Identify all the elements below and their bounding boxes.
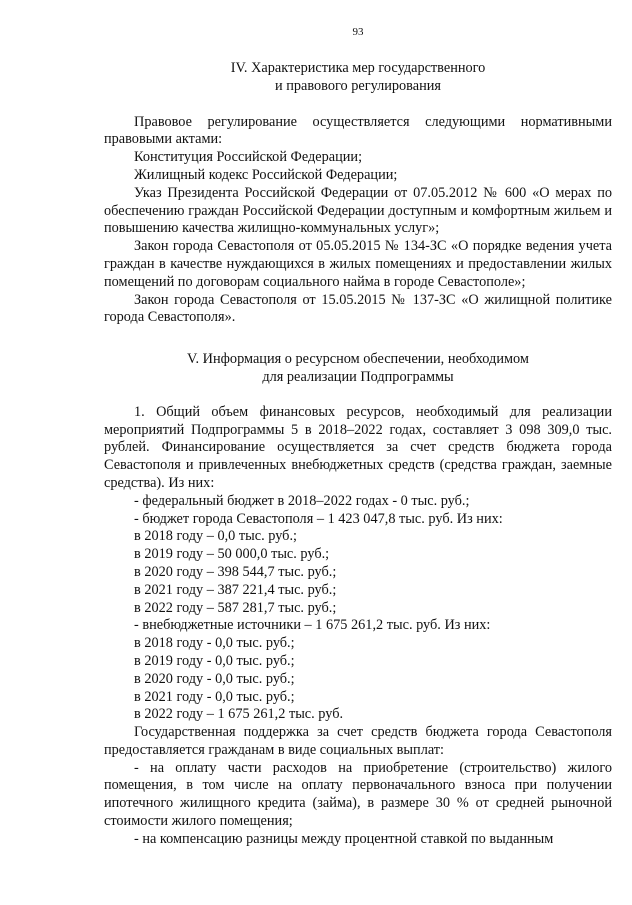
- offbudget-year-2021: в 2021 году - 0,0 тыс. руб.;: [134, 688, 295, 705]
- section-5-heading-line1: V. Информация о ресурсном обеспечении, необходимом: [187, 351, 529, 368]
- city-year-2021: в 2021 году – 387 221,4 тыс. руб.;: [134, 581, 337, 598]
- support-item-purchase: - на оплату части расходов на приобретение (строительство) жилого помещения, в том числе на оплату первоначального взноса при получении ипотечного жилищного кредита (займа), в размере 30 % от средней рыночной стоимости жилого помещения;: [104, 759, 612, 830]
- section-4-heading-line1: IV. Характеристика мер государственного: [230, 60, 486, 76]
- section-4-intro: Правовое регулирование осуществляется следующими нормативными правовыми актами:: [104, 113, 612, 148]
- section-5-heading: [104, 351, 612, 387]
- act-presidential-decree: Указ Президента Российской Федерации от 07.05.2012 № 600 «О мерах по обеспечению граждан Российской Федерации доступным и комфортным жильем и повышению качества жилищно-коммунальных услуг»;: [104, 184, 612, 237]
- offbudget-year-2022: в 2022 году – 1 675 261,2 тыс. руб.: [134, 706, 344, 723]
- offbudget-year-2018: в 2018 году - 0,0 тыс. руб.;: [134, 635, 295, 652]
- funding-offbudget: - внебюджетные источники – 1 675 261,2 тыс. руб. Из них:: [134, 617, 491, 634]
- section-4-heading: [104, 60, 612, 96]
- city-year-2020: в 2020 году – 398 544,7 тыс. руб.;: [134, 563, 337, 580]
- state-support-paragraph: Государственная поддержка за счет средств бюджета города Севастополя предоставляется гражданам в виде социальных выплат:: [104, 724, 612, 758]
- city-year-2018: в 2018 году – 0,0 тыс. руб.;: [134, 528, 297, 545]
- act-law-137: Закон города Севастополя от 15.05.2015 № 137-ЗС «О жилищной политике города Севастополя».: [104, 291, 612, 326]
- act-law-134: Закон города Севастополя от 05.05.2015 № 134-ЗС «О порядке ведения учета граждан в качестве нуждающихся в жилых помещениях и предоставлении жилых помещений по договорам социального найма в городе Севастополе»;: [104, 238, 612, 290]
- section-5-heading-line2: для реализации Подпрограммы: [262, 368, 454, 385]
- offbudget-year-2019: в 2019 году - 0,0 тыс. руб.;: [134, 652, 295, 669]
- support-item-compensation: - на компенсацию разницы между процентной ставкой по выданным: [134, 830, 554, 847]
- page-number: 93: [352, 26, 364, 38]
- city-year-2022: в 2022 году – 587 281,7 тыс. руб.;: [134, 599, 337, 616]
- act-housing-code: Жилищный кодекс Российской Федерации;: [134, 166, 398, 183]
- funding-total-paragraph: 1. Общий объем финансовых ресурсов, необходимый для реализации мероприятий Подпрограммы 5 в 2018–2022 годах, составляет 3 098 309,0 тыс. рублей. Финансирование осуществляется за счет средств бюджета города Севастополя и привлеченных внебюджетных средств (средства граждан, заемные средства). Из них:: [104, 403, 612, 491]
- section-4-heading-line2: и правового регулирования: [275, 77, 441, 94]
- act-constitution: Конституция Российской Федерации;: [134, 149, 363, 166]
- offbudget-year-2020: в 2020 году - 0,0 тыс. руб.;: [134, 670, 295, 687]
- funding-federal: - федеральный бюджет в 2018–2022 годах - 0 тыс. руб.;: [134, 492, 470, 509]
- city-year-2019: в 2019 году – 50 000,0 тыс. руб.;: [134, 546, 330, 563]
- funding-city-budget: - бюджет города Севастополя – 1 423 047,8 тыс. руб. Из них:: [134, 510, 503, 527]
